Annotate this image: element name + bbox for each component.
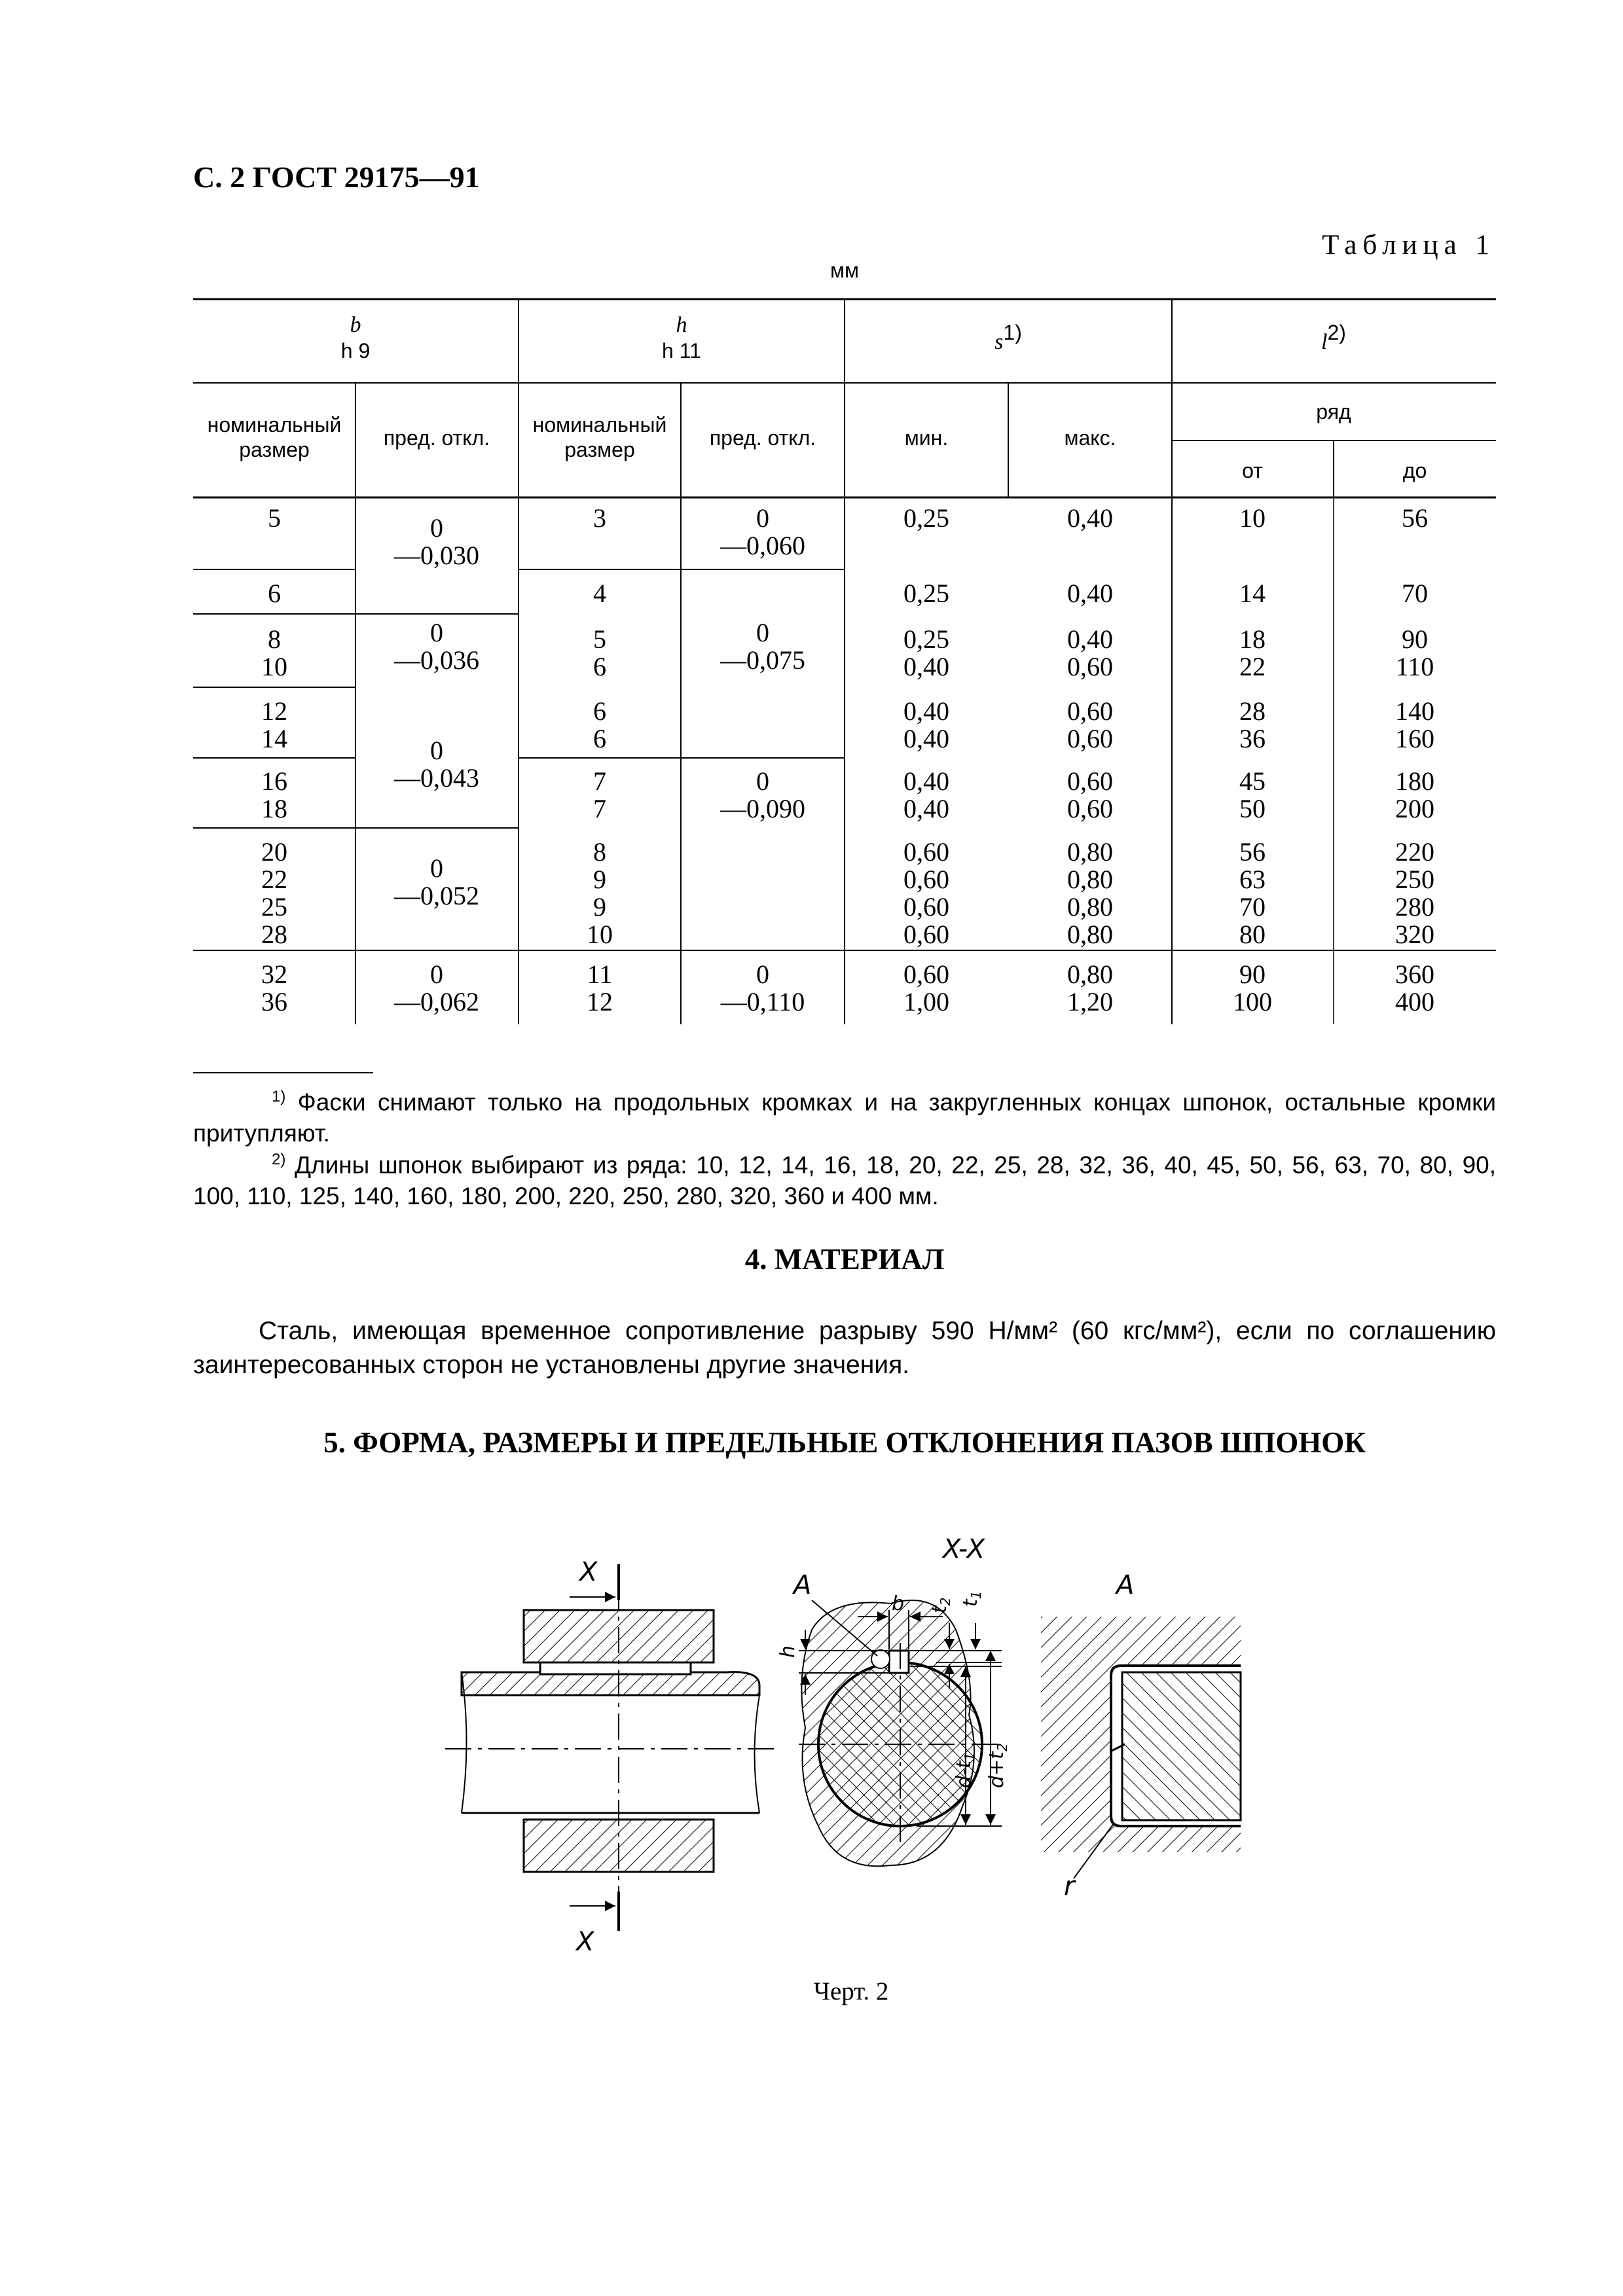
b-nominal-cell: 5 xyxy=(268,503,281,533)
h-deviation-header: пред. откл. xyxy=(709,426,816,450)
s-max-cell: 1,20 xyxy=(1067,987,1113,1016)
h-deviation-upper: 0 xyxy=(756,960,769,989)
l-from-cell: 45 xyxy=(1239,766,1266,796)
s-max-cell: 0,40 xyxy=(1067,503,1113,533)
h-deviation-lower: —0,090 xyxy=(720,794,805,823)
s-max-cell: 0,80 xyxy=(1067,865,1113,894)
b-nominal-cell: 14 xyxy=(261,724,287,753)
s-max-cell: 0,60 xyxy=(1067,724,1113,753)
b-deviation-lower: —0,043 xyxy=(394,763,479,793)
s-min-header: мин. xyxy=(904,426,949,450)
h-nominal-cell: 6 xyxy=(593,724,606,753)
s-max-cell: 0,40 xyxy=(1067,579,1113,608)
b-nominal-cell: 25 xyxy=(261,892,287,922)
l-to-cell: 90 xyxy=(1402,624,1428,654)
l-to-cell: 250 xyxy=(1395,865,1434,894)
h-nominal-cell: 5 xyxy=(593,624,606,654)
s-min-cell: 0,60 xyxy=(903,865,949,894)
l-to-cell: 200 xyxy=(1395,794,1434,823)
b-deviation-upper: 0 xyxy=(430,853,443,883)
l-to-cell: 280 xyxy=(1395,892,1434,922)
h-nominal-cell: 6 xyxy=(593,696,606,726)
l-from-header: от xyxy=(1242,459,1263,482)
h-deviation-upper: 0 xyxy=(756,503,769,533)
b-symbol: b xyxy=(350,313,361,337)
dim-d-minus-t1: $d-t_1$ xyxy=(953,1752,977,1788)
h-deviation-upper: 0 xyxy=(756,766,769,796)
l-from-cell: 63 xyxy=(1239,865,1266,894)
dim-t1: $t_1$ xyxy=(959,1590,984,1607)
l-from-cell: 10 xyxy=(1239,503,1266,533)
l-from-cell: 22 xyxy=(1239,652,1266,681)
dim-d-plus-t2: $d+t_2$ xyxy=(985,1743,1010,1788)
dim-h: h xyxy=(776,1645,799,1658)
h-nominal-header-line2: размер xyxy=(564,438,635,461)
h-deviation-lower: —0,110 xyxy=(720,987,805,1016)
b-deviation-upper: 0 xyxy=(430,618,443,647)
footnote-2-text: Длины шпонок выбирают из ряда: 10, 12, 14, 16, 18, 20, 22, 25, 28, 32, 36, 40, 45, 50, 56, 63, 70, 80, 90, 100, 110, 125, 140, 160, 180, 200, 220, 250, 280, 320, 360 и 400 мм. xyxy=(193,1151,1496,1210)
table-caption: Таблица 1 xyxy=(1322,230,1495,260)
s-max-cell: 0,60 xyxy=(1067,652,1113,681)
series-header: ряд xyxy=(1316,400,1351,423)
side-view xyxy=(445,1557,776,1957)
b-nominal-cell: 20 xyxy=(261,837,287,867)
section-mark-bottom: X xyxy=(576,1927,594,1957)
b-nominal-cell: 12 xyxy=(261,696,287,726)
b-nominal-cell: 16 xyxy=(261,766,287,796)
s-min-cell: 0,60 xyxy=(903,892,949,922)
cross-section-view xyxy=(776,1534,1010,1866)
l-to-cell: 320 xyxy=(1395,920,1434,949)
l-to-cell: 180 xyxy=(1395,766,1434,796)
b-nominal-cell: 6 xyxy=(268,579,281,608)
section-mark-top: X xyxy=(579,1557,598,1587)
table-unit: мм xyxy=(830,259,859,282)
keyway-drawing xyxy=(419,1499,1283,1970)
footnote-2-mark: 2) xyxy=(272,1151,286,1168)
section-title: X-X xyxy=(943,1534,985,1564)
b-nominal-header-line2: размер xyxy=(239,438,310,461)
b-deviation-lower: —0,062 xyxy=(394,987,479,1016)
s-min-cell: 1,00 xyxy=(903,987,949,1016)
b-deviation-header: пред. откл. xyxy=(383,426,490,450)
s-max-cell: 0,80 xyxy=(1067,920,1113,949)
b-nominal-cell: 22 xyxy=(261,865,287,894)
b-nominal-cell: 32 xyxy=(261,960,287,989)
l-to-cell: 400 xyxy=(1395,987,1434,1016)
b-nominal-cell: 8 xyxy=(268,624,281,654)
b-nominal-header-line1: номинальный xyxy=(207,413,342,437)
b-deviation-lower: —0,030 xyxy=(394,541,479,570)
s-max-cell: 0,80 xyxy=(1067,837,1113,867)
h-nominal-cell: 6 xyxy=(593,652,606,681)
s-max-cell: 0,80 xyxy=(1067,892,1113,922)
l-to-cell: 220 xyxy=(1395,837,1434,867)
l-note: 2) xyxy=(1327,321,1346,344)
h-symbol: h xyxy=(676,313,687,337)
s-min-cell: 0,60 xyxy=(903,837,949,867)
l-from-cell: 36 xyxy=(1239,724,1266,753)
l-to-cell: 140 xyxy=(1395,696,1434,726)
h-deviation-lower: —0,075 xyxy=(720,645,805,675)
s-min-cell: 0,40 xyxy=(903,652,949,681)
footnote-2 xyxy=(193,1144,1496,1212)
h-nominal-cell: 10 xyxy=(587,920,613,949)
l-from-cell: 80 xyxy=(1239,920,1266,949)
h-deviation-upper: 0 xyxy=(756,618,769,647)
s-symbol: s xyxy=(994,330,1004,354)
s-min-cell: 0,60 xyxy=(903,960,949,989)
s-min-cell: 0,40 xyxy=(903,766,949,796)
footnote-1-mark: 1) xyxy=(272,1088,286,1105)
s-min-cell: 0,40 xyxy=(903,794,949,823)
b-deviation-upper: 0 xyxy=(430,960,443,989)
h-nominal-cell: 8 xyxy=(593,837,606,867)
s-note: 1) xyxy=(1003,321,1022,344)
l-to-cell: 160 xyxy=(1395,724,1434,753)
s-max-cell: 0,60 xyxy=(1067,696,1113,726)
s-min-cell: 0,40 xyxy=(903,724,949,753)
s-min-cell: 0,25 xyxy=(903,579,949,608)
h-deviation-lower: —0,060 xyxy=(720,531,805,560)
h-tolerance: h 11 xyxy=(662,339,701,363)
section-4-title: 4. МАТЕРИАЛ xyxy=(744,1243,945,1276)
s-min-cell: 0,40 xyxy=(903,696,949,726)
h-nominal-cell: 11 xyxy=(587,960,613,989)
dim-r: r xyxy=(1064,1871,1075,1901)
b-tolerance: h 9 xyxy=(340,339,371,363)
h-nominal-cell: 12 xyxy=(587,987,613,1016)
detail-a-view xyxy=(1041,1570,1241,1901)
s-max-cell: 0,60 xyxy=(1067,766,1113,796)
dim-t2: $t_2$ xyxy=(928,1597,953,1613)
b-deviation-upper: 0 xyxy=(430,736,443,765)
l-from-cell: 70 xyxy=(1239,892,1266,922)
b-deviation-lower: —0,036 xyxy=(394,645,479,675)
detail-mark-a: A xyxy=(793,1570,812,1600)
b-nominal-cell: 36 xyxy=(261,987,287,1016)
section-4-paragraph: Сталь, имеющая временное сопротивление разрыву 590 Н/мм² (60 кгс/мм²), если по соглашению заинтересованных сторон не установлены другие значения. xyxy=(193,1317,1496,1379)
footnote-1-text: Фаски снимают только на продольных кромках и на закругленных концах шпонок, остальные кромки притупляют. xyxy=(193,1088,1497,1147)
section-5-title: 5. ФОРМА, РАЗМЕРЫ И ПРЕДЕЛЬНЫЕ ОТКЛОНЕНИЯ ПАЗОВ ШПОНОК xyxy=(323,1426,1366,1459)
l-symbol: l xyxy=(1321,330,1328,354)
figure-caption: Черт. 2 xyxy=(813,1977,889,2005)
l-to-cell: 360 xyxy=(1395,960,1434,989)
page-header: С. 2 ГОСТ 29175—91 xyxy=(193,160,480,194)
footnote-1 xyxy=(193,1081,1496,1149)
h-nominal-cell: 7 xyxy=(593,766,606,796)
b-nominal-cell: 10 xyxy=(261,652,287,681)
table-body xyxy=(261,503,1434,1016)
l-from-cell: 100 xyxy=(1233,987,1272,1016)
s-header xyxy=(994,321,1022,354)
h-nominal-cell: 4 xyxy=(593,579,606,608)
l-to-cell: 110 xyxy=(1395,652,1434,681)
s-max-cell: 0,80 xyxy=(1067,960,1113,989)
h-nominal-cell: 7 xyxy=(593,794,606,823)
h-nominal-header-line1: номинальный xyxy=(532,413,667,437)
b-deviation-upper: 0 xyxy=(430,513,443,543)
l-to-header: до xyxy=(1402,459,1427,482)
l-from-cell: 28 xyxy=(1239,696,1266,726)
b-nominal-cell: 18 xyxy=(261,794,287,823)
l-from-cell: 50 xyxy=(1239,794,1266,823)
keys-dimension-table xyxy=(193,298,1496,1031)
s-min-cell: 0,25 xyxy=(903,624,949,654)
s-max-header: макс. xyxy=(1064,426,1116,450)
l-header xyxy=(1321,321,1346,354)
b-deviation-lower: —0,052 xyxy=(394,881,479,910)
s-min-cell: 0,25 xyxy=(903,503,949,533)
h-nominal-cell: 9 xyxy=(593,892,606,922)
s-max-cell: 0,60 xyxy=(1067,794,1113,823)
h-nominal-cell: 9 xyxy=(593,865,606,894)
l-to-cell: 70 xyxy=(1402,579,1428,608)
l-from-cell: 18 xyxy=(1239,624,1266,654)
l-from-cell: 56 xyxy=(1239,837,1266,867)
dim-b: b xyxy=(892,1592,905,1615)
l-to-cell: 56 xyxy=(1402,503,1428,533)
s-max-cell: 0,40 xyxy=(1067,624,1113,654)
h-nominal-cell: 3 xyxy=(593,503,606,533)
detail-a-title: A xyxy=(1116,1570,1135,1600)
l-from-cell: 90 xyxy=(1239,960,1266,989)
b-nominal-cell: 28 xyxy=(261,920,287,949)
s-min-cell: 0,60 xyxy=(903,920,949,949)
l-from-cell: 14 xyxy=(1239,579,1266,608)
footnote-rule xyxy=(193,1072,373,1073)
